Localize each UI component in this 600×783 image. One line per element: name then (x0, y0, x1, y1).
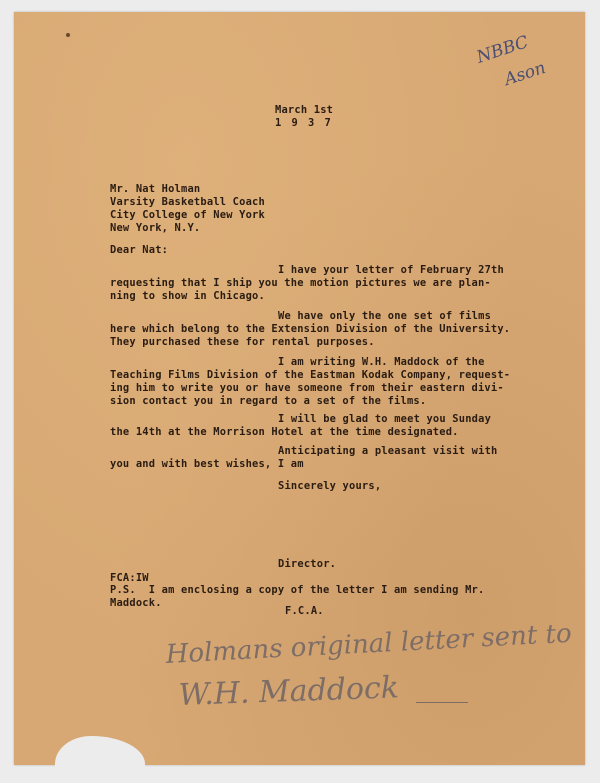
paragraph-3-line-4: sion contact you in regard to a set of the films. (110, 395, 427, 407)
typist-initials: FCA:IW (110, 572, 149, 584)
annotation-line-1: NBBC (474, 32, 531, 68)
address-line-2: Varsity Basketball Coach (110, 196, 265, 208)
address-line-4: New York, N.Y. (110, 222, 201, 234)
paragraph-2-line-3: They purchased these for rental purposes. (110, 336, 375, 348)
address-line-1: Mr. Nat Holman (110, 183, 201, 195)
paragraph-4-line-1: I will be glad to meet you Sunday (278, 413, 492, 425)
postscript-line-1: P.S. I am enclosing a copy of the letter I am sending Mr. (110, 584, 485, 596)
paragraph-5-line-1: Anticipating a pleasant visit with (278, 445, 498, 457)
paragraph-2-line-1: We have only the one set of films (278, 310, 492, 322)
paragraph-2-line-2: here which belong to the Extension Division of the University. (110, 323, 511, 335)
annotation-line-2: Ason (501, 57, 549, 91)
paragraph-5-line-2: you and with best wishes, I am (110, 458, 304, 470)
salutation: Dear Nat: (110, 244, 169, 256)
paragraph-4-line-2: the 14th at the Morrison Hotel at the time designated. (110, 426, 459, 438)
paragraph-1-line-2: requesting that I ship you the motion pictures we are plan- (110, 277, 491, 289)
date-line-2: 1 9 3 7 (275, 117, 333, 129)
handwritten-dash (416, 702, 468, 703)
handwritten-note-line-1: Holmans original letter sent to (165, 618, 573, 670)
paragraph-3-line-1: I am writing W.H. Maddock of the (278, 356, 485, 368)
paper-hole (66, 33, 70, 37)
paragraph-3-line-3: ing him to write you or have someone from their eastern divi- (110, 382, 504, 394)
paragraph-1-line-1: I have your letter of February 27th (278, 264, 504, 276)
postscript-initials: F.C.A. (285, 605, 324, 617)
paragraph-3-line-2: Teaching Films Division of the Eastman Kodak Company, request- (110, 369, 511, 381)
handwritten-annotation (468, 32, 578, 112)
date-line-1: March 1st (275, 104, 334, 116)
postscript-line-2: Maddock. (110, 597, 162, 609)
address-line-3: City College of New York (110, 209, 265, 221)
handwritten-note-line-2: W.H. Maddock (178, 670, 400, 713)
paragraph-1-line-3: ning to show in Chicago. (110, 290, 265, 302)
signature-title: Director. (278, 558, 337, 570)
closing: Sincerely yours, (278, 480, 382, 492)
